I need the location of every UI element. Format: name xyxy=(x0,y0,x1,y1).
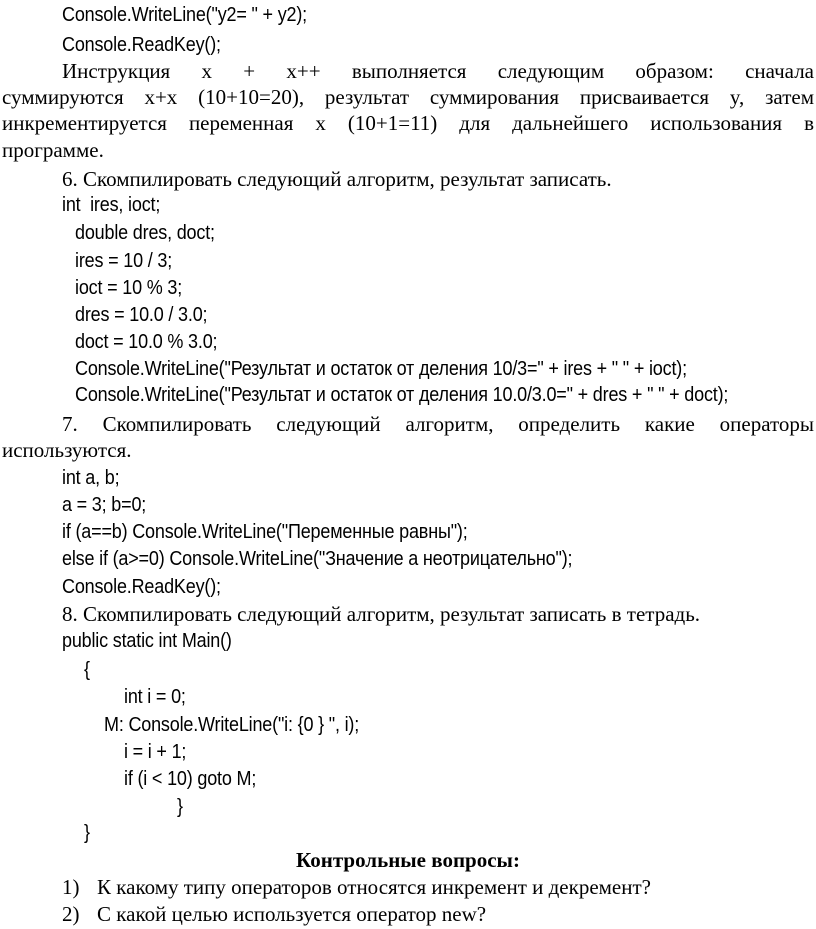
code-line: dres = 10.0 / 3.0; xyxy=(75,304,208,326)
code-line: M: Console.WriteLine("i: {0 } ", i); xyxy=(104,714,360,736)
code-line: { xyxy=(84,659,90,681)
code-line: if (i < 10) goto M; xyxy=(124,768,257,790)
code-line: int i = 0; xyxy=(124,686,186,708)
paragraph-line: суммируются x+x (10+10=20), результат суммирования присваивается y, затем xyxy=(2,85,814,109)
code-line: if (a==b) Console.WriteLine("Переменные равны"); xyxy=(62,521,468,543)
paragraph-line: Инструкция x + x++ выполняется следующим образом: сначала xyxy=(62,59,814,83)
paragraph-line: инкрементируется переменная x (10+1=11) для дальнейшего использования в xyxy=(2,111,814,135)
code-line: doct = 10.0 % 3.0; xyxy=(75,331,218,353)
paragraph-line: программе. xyxy=(2,138,104,162)
code-line: } xyxy=(177,796,183,818)
task-7-text: используются. xyxy=(2,438,132,462)
task-6-text: 6. Скомпилировать следующий алгоритм, результат записать. xyxy=(62,167,612,191)
question-text: С какой целью используется оператор new? xyxy=(97,902,487,926)
code-line: Console.WriteLine("y2= " + y2); xyxy=(62,4,307,26)
code-line: Console.ReadKey(); xyxy=(62,576,221,598)
code-line: double dres, doct; xyxy=(75,222,215,244)
code-line: int ires, ioct; xyxy=(62,194,161,216)
code-line: ires = 10 / 3; xyxy=(75,250,173,272)
question-text: К какому типу операторов относятся инкремент и декремент? xyxy=(97,875,651,899)
code-line: Console.WriteLine("Результат и остаток от деления 10/3=" + ires + " " + ioct); xyxy=(75,358,687,380)
code-line: int a, b; xyxy=(62,467,120,489)
question-number: 1) xyxy=(62,875,80,899)
code-line: Console.ReadKey(); xyxy=(62,34,221,56)
task-7-text: 7. Скомпилировать следующий алгоритм, определить какие операторы xyxy=(62,412,814,436)
code-line: public static int Main() xyxy=(62,630,232,652)
code-line: Console.WriteLine("Результат и остаток от деления 10.0/3.0=" + dres + " " + doct); xyxy=(75,384,729,406)
code-line: a = 3; b=0; xyxy=(62,494,147,516)
code-line: ioct = 10 % 3; xyxy=(75,277,183,299)
code-line: else if (a>=0) Console.WriteLine("Значение a неотрицательно"); xyxy=(62,548,573,570)
question-number: 2) xyxy=(62,902,80,926)
code-line: } xyxy=(84,822,90,844)
control-questions-heading: Контрольные вопросы: xyxy=(296,848,520,872)
code-line: i = i + 1; xyxy=(124,741,187,763)
task-8-text: 8. Скомпилировать следующий алгоритм, результат записать в тетрадь. xyxy=(62,602,701,626)
